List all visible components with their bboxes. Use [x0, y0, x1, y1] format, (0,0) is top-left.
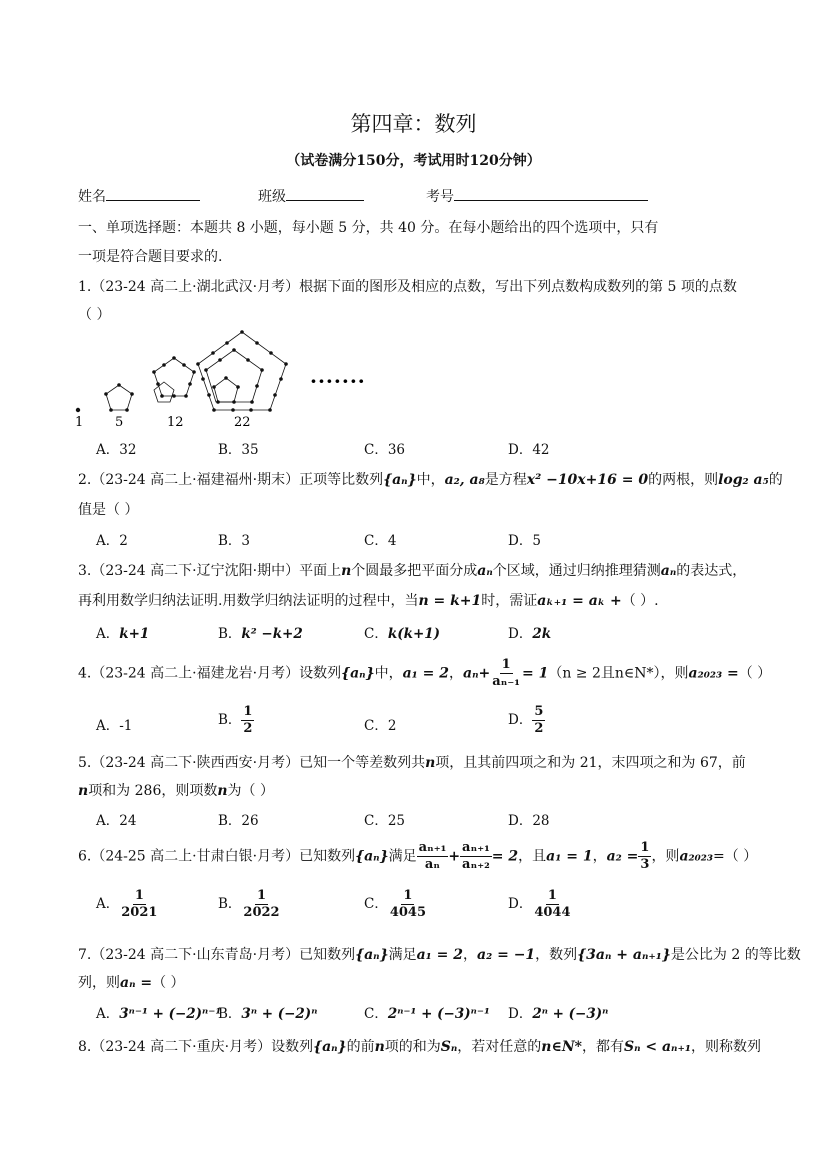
- figure-dot: [76, 408, 80, 412]
- q7-option-b[interactable]: B．3ⁿ + (−2)ⁿ: [218, 1006, 318, 1022]
- q2-option-d[interactable]: D．5: [508, 533, 541, 549]
- class-field[interactable]: [258, 186, 364, 206]
- q4-stem: 4.（23-24 高二上·福建龙岩·月考）设数列{aₙ}中，a₁ = 2，aₙ+ $\frac{1}{\text{aₙ₋₁}}$ = 1（n ≥ 2且n∈N*），则a₂₀₂₃ =（ ）: [78, 657, 772, 689]
- number-field[interactable]: [426, 186, 648, 206]
- figure-label-12: 12: [167, 415, 184, 430]
- q4-option-c[interactable]: C．2: [364, 718, 397, 734]
- q3-option-a[interactable]: A．k+1: [96, 626, 150, 642]
- q6-option-d[interactable]: D． $\frac{1}{4044}$: [508, 888, 571, 920]
- q4-option-a[interactable]: A．-1: [96, 718, 133, 734]
- name-label: 姓名: [78, 189, 106, 205]
- name-blank[interactable]: [106, 186, 200, 201]
- q2-stem-line1: 2.（23-24 高二上·福建福州·期末）正项等比数列{aₙ}中，a₂, a₈是方程x² −10x+16 = 0的两根，则log₂ a₅的: [78, 472, 783, 488]
- q7-option-a[interactable]: A．3ⁿ⁻¹ + (−2)ⁿ⁻¹: [96, 1006, 222, 1022]
- q2-stem-line2: 值是（ ）: [78, 502, 139, 518]
- q4-option-b[interactable]: B． $\frac{1}{2}$: [218, 704, 253, 736]
- figure-label-1: 1: [75, 415, 84, 430]
- q3-option-c[interactable]: C．k(k+1): [364, 626, 441, 642]
- q7-option-c[interactable]: C．2ⁿ⁻¹ + (−3)ⁿ⁻¹: [364, 1006, 490, 1022]
- figure-ellipsis: ·······: [310, 369, 366, 393]
- q7-stem-line2: 列，则aₙ =（ ）: [78, 975, 185, 991]
- pentagon-22-inner: [214, 378, 238, 402]
- q7-stem-line1: 7.（23-24 高二下·山东青岛·月考）已知数列{aₙ}满足a₁ = 2，a₂ = −1，数列{3aₙ + aₙ₊₁}是公比为 2 的等比数: [78, 947, 801, 963]
- exam-subtitle: （试卷满分150分，考试用时120分钟）: [286, 153, 541, 169]
- q1-option-c[interactable]: C．36: [364, 442, 406, 458]
- q3-option-b[interactable]: B．k² −k+2: [218, 626, 303, 642]
- figure-label-5: 5: [115, 415, 124, 430]
- pentagon-22-middle: [206, 350, 262, 402]
- q5-option-b[interactable]: B．26: [218, 813, 259, 829]
- q6-option-a[interactable]: A． $\frac{1}{2021}$: [96, 888, 158, 920]
- q6-stem: 6.（24-25 高二上·甘肃白银·月考）已知数列{aₙ}满足 $\frac{\text{aₙ₊₁}}{\text{aₙ}}$ + $\frac{\text{aₙ₊₁}}{\text{aₙ₊₂}}$ = 2，且a₁ = 1，a₂ = $\frac{1}{3}$ ，则a₂₀₂₃=（ ）: [78, 840, 758, 872]
- section-heading-line1: 一、单项选择题：本题共 8 小题，每小题 5 分，共 40 分。在每小题给出的四个选项中，只有: [78, 220, 659, 236]
- q8-stem: 8.（23-24 高二下·重庆·月考）设数列{aₙ}的前n项的和为Sₙ，若对任意的n∈N*，都有Sₙ < aₙ₊₁，则称数列: [78, 1039, 761, 1055]
- q3-stem-line1: 3.（23-24 高二下·辽宁沈阳·期中）平面上n个圆最多把平面分成aₙ个区域，通过归纳推理猜测aₙ的表达式，: [78, 563, 747, 579]
- q1-option-d[interactable]: D．42: [508, 442, 550, 458]
- q4-option-d[interactable]: D． $\frac{5}{2}$: [508, 704, 544, 736]
- q5-stem-line1: 5.（23-24 高二下·陕西西安·月考）已知一个等差数列共n项，且其前四项之和为 21，末四项之和为 67，前: [78, 755, 746, 771]
- q5-option-a[interactable]: A．24: [96, 813, 137, 829]
- name-field[interactable]: [78, 186, 200, 206]
- q6-option-b[interactable]: B． $\frac{1}{2022}$: [218, 888, 280, 920]
- number-blank[interactable]: [454, 186, 648, 201]
- q2-option-b[interactable]: B．3: [218, 533, 251, 549]
- q4-fraction: $\frac{1}{\text{aₙ₋₁}}$: [492, 657, 520, 689]
- q1-option-a[interactable]: A．32: [96, 442, 137, 458]
- q1-option-b[interactable]: B．35: [218, 442, 259, 458]
- pentagon-22-outer: [198, 332, 286, 410]
- q6-option-c[interactable]: C． $\frac{1}{4045}$: [364, 888, 427, 920]
- class-label: 班级: [258, 189, 286, 205]
- figure-label-22: 22: [234, 415, 251, 430]
- q7-option-d[interactable]: D．2ⁿ + (−3)ⁿ: [508, 1006, 609, 1022]
- q2-option-c[interactable]: C．4: [364, 533, 397, 549]
- q5-option-c[interactable]: C．25: [364, 813, 406, 829]
- q5-option-d[interactable]: D．28: [508, 813, 550, 829]
- q2-option-a[interactable]: A．2: [96, 533, 128, 549]
- q5-stem-line2: n项和为 286，则项数n为（ ）: [78, 783, 274, 799]
- pentagon-5: [106, 385, 132, 410]
- q3-option-d[interactable]: D．2k: [508, 626, 552, 642]
- number-label: 考号: [426, 189, 454, 205]
- class-blank[interactable]: [286, 186, 364, 201]
- q1-stem: 1.（23-24 高二上·湖北武汉·月考）根据下面的图形及相应的点数，写出下列点数构成数列的第 5 项的点数: [78, 279, 737, 295]
- section-heading-line2: 一项是符合题目要求的.: [78, 249, 223, 265]
- q1-paren: （ ）: [78, 307, 111, 323]
- q3-stem-line2: 再利用数学归纳法证明.用数学归纳法证明的过程中，当n = k+1时，需证aₖ₊₁ = aₖ +（ ）.: [78, 593, 659, 609]
- q1-pentagon-figure: [70, 330, 390, 430]
- page-title: 第四章：数列: [350, 112, 477, 136]
